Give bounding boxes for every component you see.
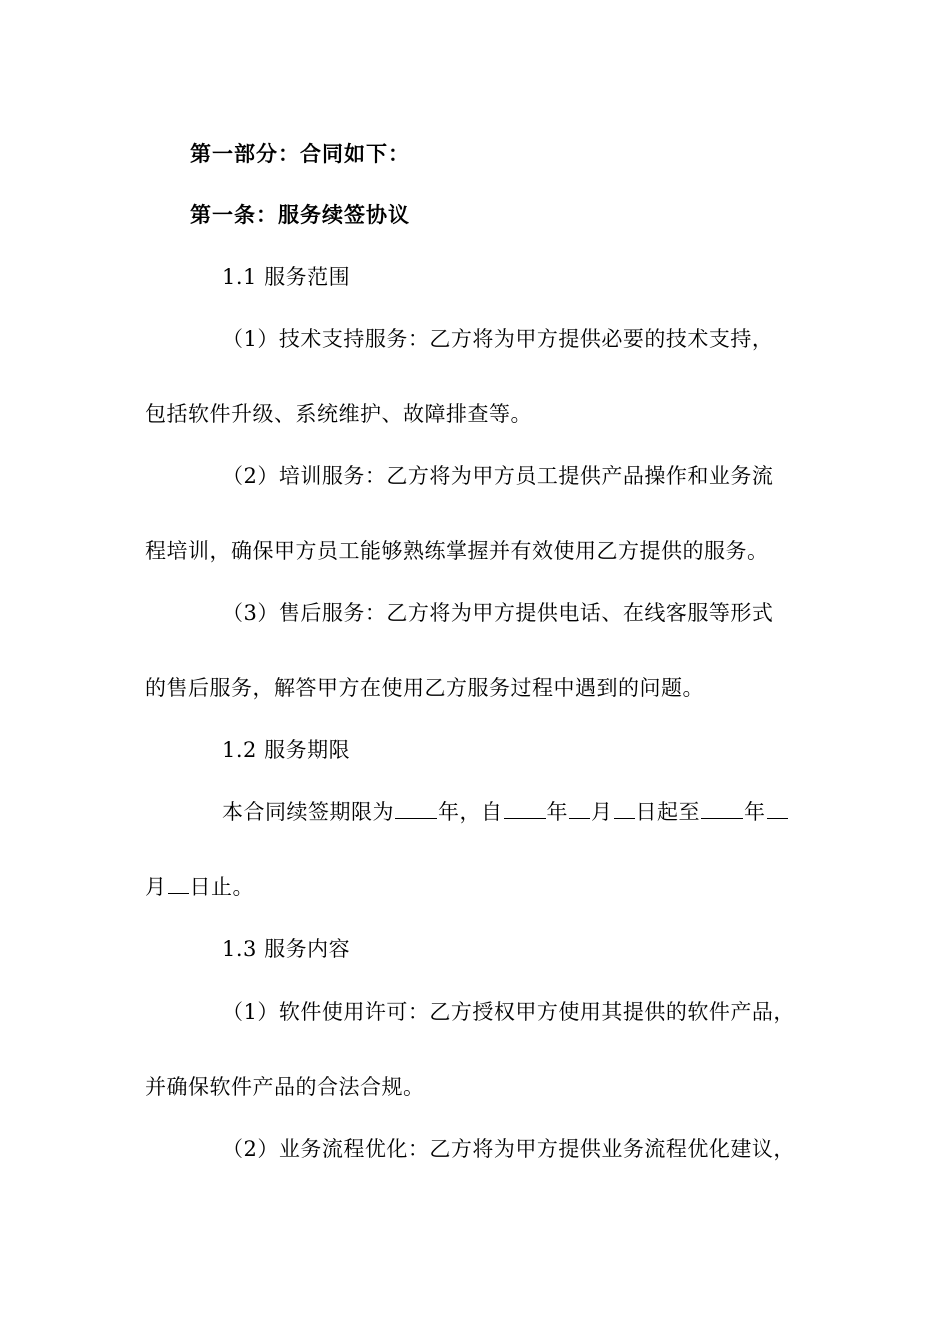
- term-line-continued: [145, 873, 254, 901]
- term-text: 月: [145, 875, 167, 899]
- paragraph-line: （2）业务流程优化：乙方将为甲方提供业务流程优化建议，: [222, 1137, 795, 1161]
- paragraph-line: 程培训，确保甲方员工能够熟练掌握并有效使用乙方提供的服务。: [145, 539, 769, 563]
- paragraph-line: 并确保软件产品的合法合规。: [145, 1075, 425, 1099]
- section-1-2-title: 1.2 服务期限: [222, 738, 351, 762]
- blank-field: [569, 800, 590, 819]
- term-text: 年: [546, 800, 568, 824]
- paragraph-line: 的售后服务，解答甲方在使用乙方服务过程中遇到的问题。: [145, 676, 704, 700]
- blank-field: [767, 800, 788, 819]
- term-text: 月: [591, 800, 613, 824]
- part-heading: 第一部分：合同如下：: [190, 142, 410, 166]
- paragraph-line: （2）培训服务：乙方将为甲方员工提供产品操作和业务流: [222, 464, 774, 488]
- term-text: 本合同续签期限为: [222, 800, 394, 824]
- blank-field: [504, 800, 546, 819]
- blank-field: [701, 800, 743, 819]
- section-1-1-title: 1.1 服务范围: [222, 265, 351, 289]
- article-heading: 第一条：服务续签协议: [190, 203, 410, 227]
- blank-field: [614, 800, 635, 819]
- term-text: 日止。: [189, 875, 254, 899]
- section-1-3-title: 1.3 服务内容: [222, 937, 351, 961]
- term-text: 年: [744, 800, 766, 824]
- paragraph-line: （1）技术支持服务：乙方将为甲方提供必要的技术支持，: [222, 327, 774, 351]
- paragraph-line: （1）软件使用许可：乙方授权甲方使用其提供的软件产品，: [222, 1000, 795, 1024]
- paragraph-line: 包括软件升级、系统维护、故障排查等。: [145, 402, 532, 426]
- term-text: 日起至: [635, 800, 700, 824]
- paragraph-line: （3）售后服务：乙方将为甲方提供电话、在线客服等形式: [222, 601, 774, 625]
- term-line: [222, 798, 789, 826]
- blank-field: [168, 875, 189, 894]
- blank-field: [395, 800, 437, 819]
- term-text: 年，自: [438, 800, 503, 824]
